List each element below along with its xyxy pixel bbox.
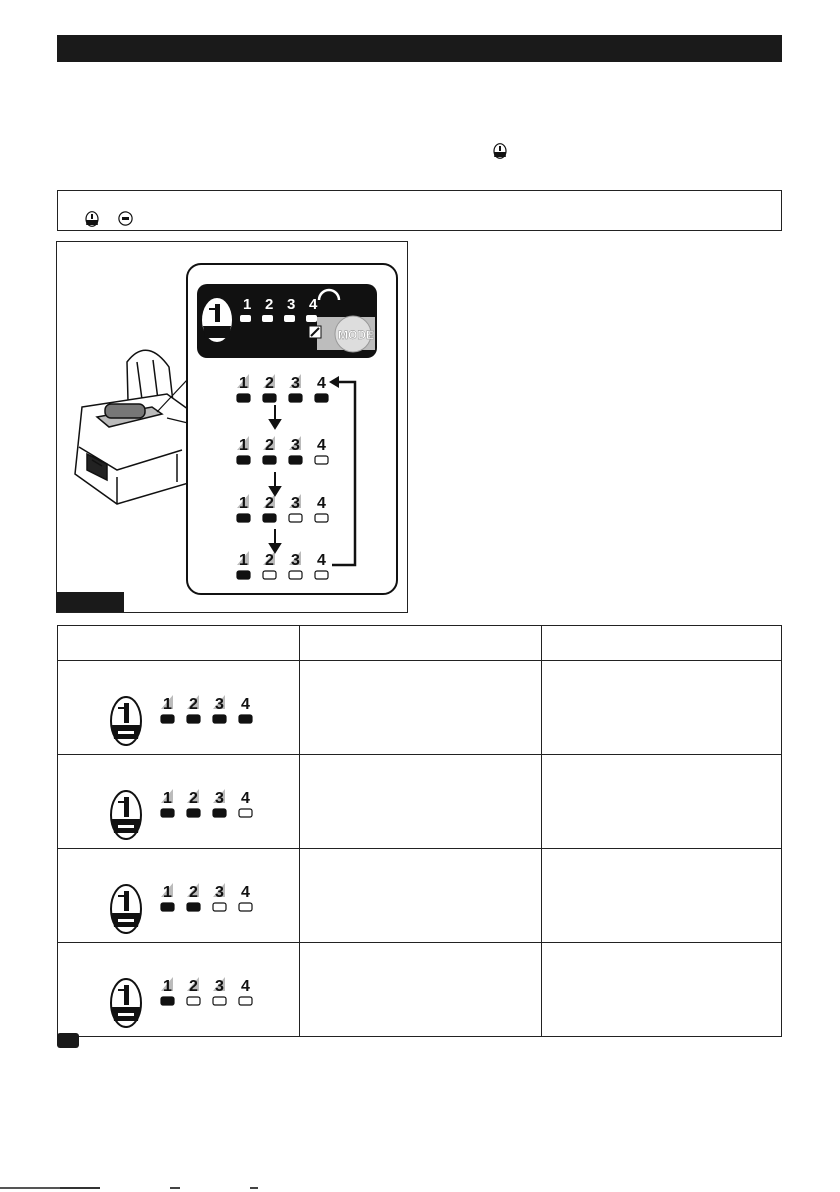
speed-digit: 4 bbox=[317, 437, 326, 454]
speed-digit: 1 bbox=[239, 375, 248, 392]
speed-light-icon bbox=[202, 298, 232, 342]
led-on bbox=[213, 809, 226, 817]
led-off bbox=[263, 571, 276, 579]
led-on bbox=[187, 715, 200, 723]
led-on bbox=[263, 514, 276, 522]
led-off bbox=[213, 903, 226, 911]
col-header bbox=[542, 626, 782, 661]
table-row bbox=[58, 661, 782, 755]
led-on bbox=[263, 394, 276, 402]
figure-illustration bbox=[57, 242, 407, 612]
section-header-bar bbox=[57, 35, 782, 62]
speed-digit: 3 bbox=[291, 495, 300, 512]
led-off bbox=[239, 809, 252, 817]
led-on bbox=[289, 456, 302, 464]
speed-digit: 2 bbox=[265, 437, 274, 454]
col-header bbox=[300, 626, 542, 661]
led-on bbox=[289, 394, 302, 402]
speed-digit: 2 bbox=[189, 790, 198, 807]
led-off bbox=[315, 571, 328, 579]
led-on bbox=[239, 715, 252, 723]
led-on bbox=[187, 903, 200, 911]
speed-digit: 2 bbox=[265, 495, 274, 512]
note-box bbox=[57, 190, 782, 231]
desc-cell bbox=[300, 849, 542, 943]
led-on bbox=[237, 456, 250, 464]
figure-panel bbox=[56, 241, 408, 613]
speed-cell bbox=[58, 849, 300, 943]
app-cell bbox=[542, 661, 782, 755]
speed-light-icon bbox=[85, 211, 99, 227]
panel-digit: 2 bbox=[265, 296, 274, 313]
speed-digit: 1 bbox=[163, 790, 172, 807]
app-cell bbox=[542, 755, 782, 849]
speed-light-icon bbox=[111, 791, 141, 839]
speed-digit: 3 bbox=[215, 978, 224, 995]
desc-cell bbox=[300, 943, 542, 1037]
col-header bbox=[58, 626, 300, 661]
table-row bbox=[58, 755, 782, 849]
led-on bbox=[161, 715, 174, 723]
app-cell bbox=[542, 849, 782, 943]
table-row bbox=[58, 849, 782, 943]
speed-light-icon bbox=[111, 979, 141, 1027]
led-off bbox=[289, 571, 302, 579]
led-off bbox=[239, 997, 252, 1005]
led-on bbox=[237, 514, 250, 522]
led-off bbox=[213, 997, 226, 1005]
mode-button-icon bbox=[118, 211, 133, 226]
led-off bbox=[315, 456, 328, 464]
speed-digit: 4 bbox=[317, 495, 326, 512]
led-off bbox=[187, 997, 200, 1005]
speed-light-icon bbox=[111, 697, 141, 745]
speed-digit: 3 bbox=[215, 696, 224, 713]
speed-digit: 4 bbox=[241, 696, 250, 713]
tool-body-illustration bbox=[75, 350, 192, 504]
figure-label bbox=[56, 592, 124, 612]
speed-table bbox=[57, 625, 782, 1037]
speed-cell bbox=[58, 755, 300, 849]
speed-digit: 4 bbox=[241, 978, 250, 995]
speed-digit: 3 bbox=[215, 884, 224, 901]
speed-light-icon bbox=[111, 885, 141, 933]
speed-digit: 1 bbox=[163, 978, 172, 995]
app-cell bbox=[542, 943, 782, 1037]
table-row bbox=[58, 943, 782, 1037]
desc-cell bbox=[300, 661, 542, 755]
led-on bbox=[237, 571, 250, 579]
speed-digit: 2 bbox=[265, 552, 274, 569]
led-off bbox=[239, 903, 252, 911]
led-on bbox=[161, 809, 174, 817]
led-off bbox=[289, 514, 302, 522]
speed-digit: 1 bbox=[163, 884, 172, 901]
speed-digit: 4 bbox=[317, 375, 326, 392]
led-off bbox=[315, 514, 328, 522]
led-on bbox=[187, 809, 200, 817]
bottom-strip bbox=[0, 1185, 840, 1192]
led-on bbox=[161, 903, 174, 911]
mode-button-label: MODE bbox=[338, 328, 374, 342]
speed-digit: 3 bbox=[291, 552, 300, 569]
speed-digit: 2 bbox=[189, 978, 198, 995]
speed-digit: 3 bbox=[291, 375, 300, 392]
speed-digit: 4 bbox=[317, 552, 326, 569]
desc-cell bbox=[300, 755, 542, 849]
led-on bbox=[263, 456, 276, 464]
speed-indicator bbox=[108, 867, 248, 937]
speed-digit: 1 bbox=[163, 696, 172, 713]
speed-indicator bbox=[108, 679, 248, 749]
led-on bbox=[237, 394, 250, 402]
speed-digit: 1 bbox=[239, 495, 248, 512]
speed-digit: 4 bbox=[241, 884, 250, 901]
panel-digit: 4 bbox=[309, 296, 318, 313]
speed-digit: 2 bbox=[189, 884, 198, 901]
speed-digit: 2 bbox=[265, 375, 274, 392]
speed-digit: 1 bbox=[239, 437, 248, 454]
note-badge bbox=[57, 1033, 79, 1048]
speed-digit: 3 bbox=[215, 790, 224, 807]
control-panel bbox=[197, 284, 377, 358]
speed-cell bbox=[58, 943, 300, 1037]
speed-digit: 2 bbox=[189, 696, 198, 713]
led-on bbox=[213, 715, 226, 723]
speed-cell bbox=[58, 661, 300, 755]
speed-indicator bbox=[108, 773, 248, 843]
speed-indicator bbox=[108, 961, 248, 1031]
speed-digit: 4 bbox=[241, 790, 250, 807]
speed-light-icon bbox=[493, 143, 507, 159]
led-on bbox=[161, 997, 174, 1005]
speed-digit: 1 bbox=[239, 552, 248, 569]
led-on bbox=[315, 394, 328, 402]
panel-digit: 1 bbox=[243, 296, 252, 313]
speed-digit: 3 bbox=[291, 437, 300, 454]
panel-digit: 3 bbox=[287, 296, 296, 313]
